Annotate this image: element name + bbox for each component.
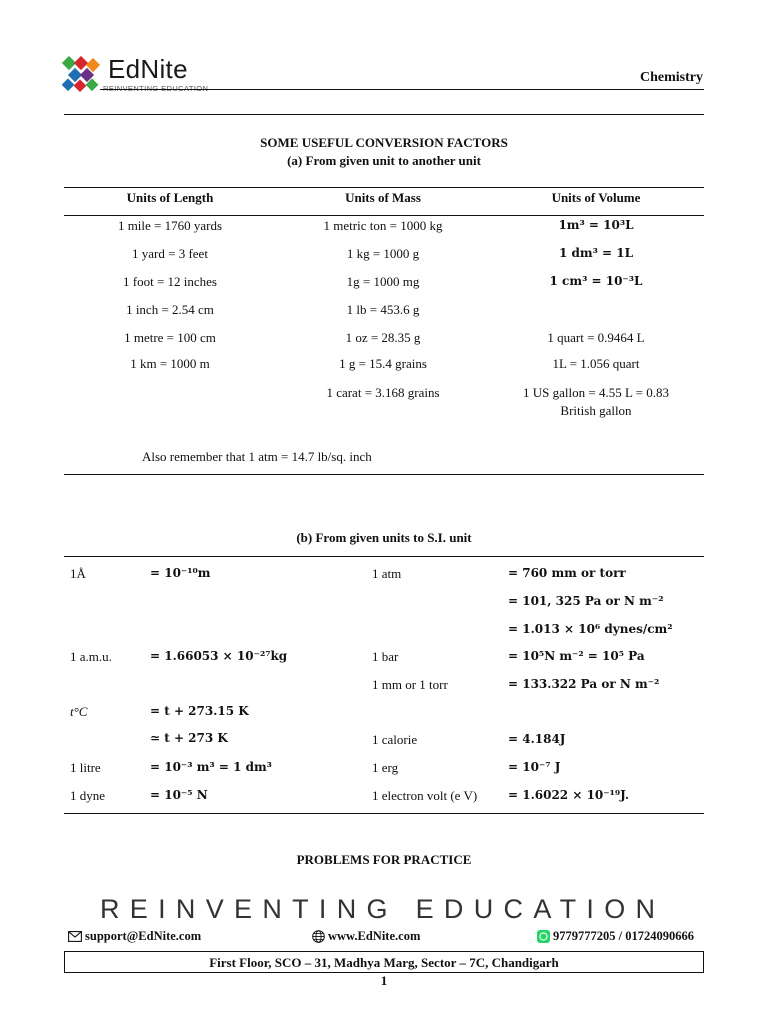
si-unit-left: 1Å xyxy=(70,566,86,581)
si-value-right: = 133.322 Pa or N m⁻² xyxy=(508,677,660,691)
si-value-left: = t + 273.15 K xyxy=(150,704,249,718)
table-header-rule xyxy=(64,215,704,216)
si-value-right: = 10⁻⁷ J xyxy=(508,760,561,774)
section-b-title: (b) From given units to S.I. unit xyxy=(296,530,472,545)
mass-row: 1 g = 15.4 grains xyxy=(339,356,427,371)
volume-row: 1 US gallon = 4.55 L = 0.83 xyxy=(523,385,669,400)
si-value-right: = 4.184J xyxy=(508,732,566,746)
section-a-note: Also remember that 1 atm = 14.7 lb/sq. inch xyxy=(142,449,372,464)
si-value-right: = 101, 325 Pa or N m⁻² xyxy=(508,594,664,608)
email-text: support@EdNite.com xyxy=(85,929,202,943)
footer-tagline: REINVENTING EDUCATION xyxy=(100,894,666,924)
volume-row: British gallon xyxy=(560,403,632,418)
section-b-bottom-rule xyxy=(64,813,704,814)
si-unit-right: 1 mm or 1 torr xyxy=(372,677,448,692)
table-top-rule xyxy=(64,187,704,188)
footer-phone[interactable] xyxy=(537,929,694,944)
top-rule xyxy=(64,114,704,115)
si-value-right: = 10⁵N m⁻² = 10⁵ Pa xyxy=(508,649,645,663)
globe-icon xyxy=(312,930,325,943)
si-unit-right: 1 calorie xyxy=(372,732,418,747)
si-unit-left: 1 a.m.u. xyxy=(70,649,112,664)
mass-row: 1 oz = 28.35 g xyxy=(345,330,421,345)
si-value-right: = 760 mm or torr xyxy=(508,566,626,580)
footer-email[interactable] xyxy=(68,929,201,944)
volume-row: 1L = 1.056 quart xyxy=(552,356,640,371)
practice-title: PROBLEMS FOR PRACTICE xyxy=(296,852,472,867)
si-unit-left: 1 dyne xyxy=(70,788,106,803)
length-row: 1 yard = 3 feet xyxy=(132,246,208,261)
table-bottom-rule xyxy=(64,474,704,475)
mass-row: 1 kg = 1000 g xyxy=(346,246,420,261)
logo-tagline: REINVENTING EDUCATION xyxy=(103,84,209,93)
si-unit-left: t°C xyxy=(70,704,88,719)
mass-row: 1g = 1000 mg xyxy=(346,274,420,289)
si-unit-left: 1 litre xyxy=(70,760,101,775)
length-row: 1 inch = 2.54 cm xyxy=(126,302,214,317)
section-a-title: SOME USEFUL CONVERSION FACTORS xyxy=(260,135,508,150)
si-value-left: = 10⁻³ m³ = 1 dm³ xyxy=(150,760,272,774)
volume-row: 1 cm³ = 10⁻³L xyxy=(549,274,643,288)
si-value-right: = 1.013 × 10⁶ dynes/cm² xyxy=(508,622,673,636)
si-value-left: ≃ t + 273 K xyxy=(150,731,228,745)
si-value-right: = 1.6022 × 10⁻¹⁹J. xyxy=(508,788,630,802)
si-value-left: = 1.66053 × 10⁻²⁷kg xyxy=(150,649,288,663)
length-row: 1 foot = 12 inches xyxy=(123,274,217,289)
volume-row: 1 dm³ = 1L xyxy=(558,246,634,260)
section-a-subtitle: (a) From given unit to another unit xyxy=(287,153,481,168)
volume-row: 1m³ = 10³L xyxy=(558,218,634,232)
header-rule xyxy=(100,89,704,90)
header-volume: Units of Volume xyxy=(551,190,641,205)
section-b-top-rule xyxy=(64,556,704,557)
si-unit-right: 1 erg xyxy=(372,760,399,775)
header-length: Units of Length xyxy=(126,190,214,205)
logo-name: EdNite xyxy=(108,54,188,84)
length-row: 1 km = 1000 m xyxy=(130,356,210,371)
website-text: www.EdNite.com xyxy=(328,929,421,943)
logo-icon xyxy=(62,56,102,92)
mass-row: 1 metric ton = 1000 kg xyxy=(323,218,443,233)
volume-row: 1 quart = 0.9464 L xyxy=(547,330,645,345)
subject-title: Chemistry xyxy=(640,70,703,85)
si-value-left: = 10⁻⁵ N xyxy=(150,788,208,802)
length-row: 1 mile = 1760 yards xyxy=(117,218,223,233)
si-value-left: = 10⁻¹⁰m xyxy=(150,566,211,580)
si-unit-right: 1 atm xyxy=(372,566,402,581)
si-unit-right: 1 bar xyxy=(372,649,399,664)
mass-row: 1 carat = 3.168 grains xyxy=(326,385,440,400)
whatsapp-icon xyxy=(537,930,550,943)
si-unit-right: 1 electron volt (e V) xyxy=(372,788,478,803)
page-number: 1 xyxy=(380,973,388,988)
email-icon xyxy=(68,931,82,942)
length-row: 1 metre = 100 cm xyxy=(124,330,216,345)
header-mass: Units of Mass xyxy=(345,190,421,205)
footer-website[interactable] xyxy=(312,929,420,944)
mass-row: 1 lb = 453.6 g xyxy=(346,302,420,317)
phone-text: 9779777205 / 01724090666 xyxy=(553,929,694,943)
footer-address: First Floor, SCO – 31, Madhya Marg, Sector – 7C, Chandigarh xyxy=(64,951,704,973)
